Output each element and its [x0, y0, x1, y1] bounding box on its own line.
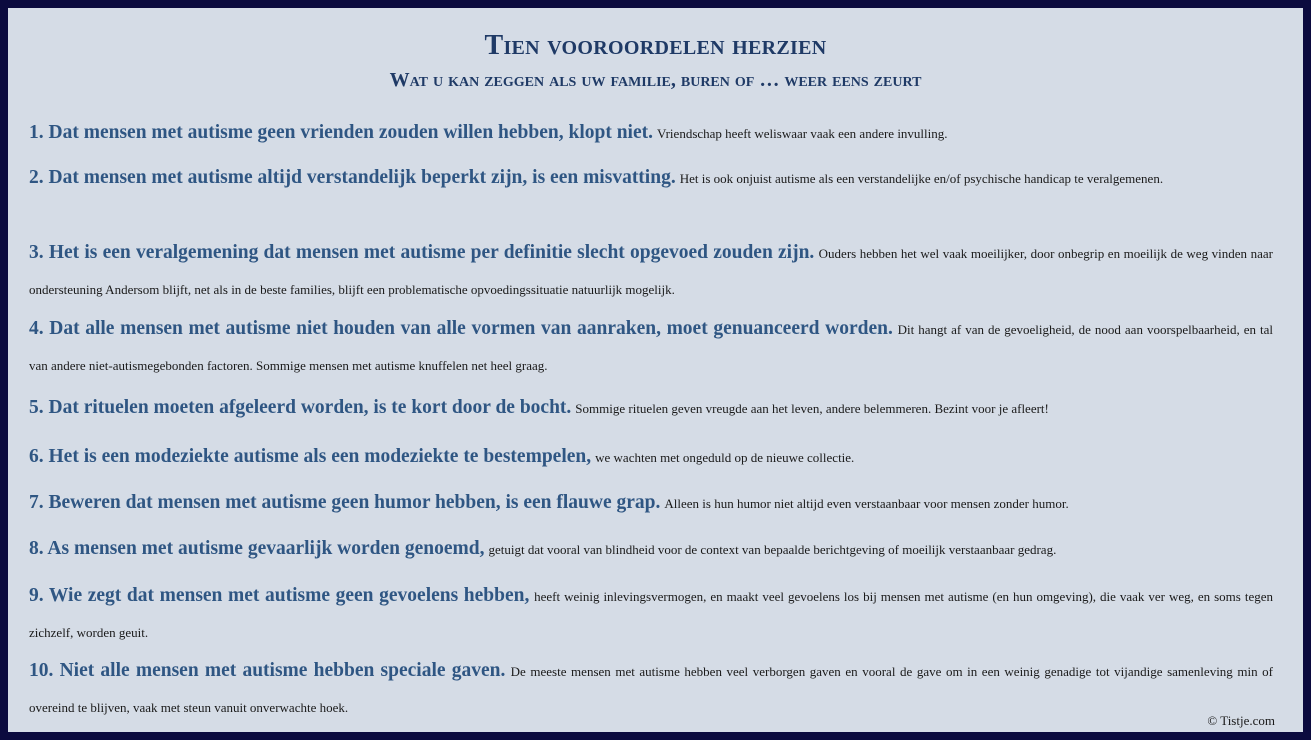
item-text: Sommige rituelen geven vreugde aan het leven, andere belemmeren. Bezint voor je afleert! [575, 401, 1049, 416]
item-text: De meeste mensen met autisme hebben veel verborgen gaven en vooral de gave om in een weinig genadige tot vijandige samenleving min of overeind te blijven, vaak met steun vanuit onverwachte hoek. [29, 664, 1273, 715]
list-item-2 [29, 160, 1273, 197]
item-text: heeft weinig inlevingsvermogen, en maakt veel gevoelens los bij mensen met autisme (en hun omgeving), die vaak ver weg, en soms tegen zichzelf, worden geuit. [29, 589, 1273, 640]
item-text: Alleen is hun humor niet altijd even verstaanbaar voor mensen zonder humor. [664, 496, 1069, 511]
list-item-4 [29, 311, 1273, 384]
poster-panel [8, 8, 1303, 732]
item-text: Dit hangt af van de gevoeligheid, de nood aan voorspelbaarheid, en tal van andere niet-autismegebonden factoren. Sommige mensen met autisme knuffelen net heel graag. [29, 322, 1273, 373]
list-item-6 [29, 439, 1273, 476]
item-text: Het is ook onjuist autisme als een verstandelijke en/of psychische handicap te veralgemenen. [679, 171, 1164, 186]
list-item-7 [29, 485, 1273, 522]
list-item-10 [29, 653, 1273, 726]
item-text: getuigt dat vooral van blindheid voor de context van bepaalde berichtgeving of moeilijk verstaanbaar gedrag. [488, 542, 1057, 557]
copyright-notice: © Tistje.com [1207, 713, 1275, 728]
item-heading: 1. Dat mensen met autisme geen vrienden zouden willen hebben, klopt niet. [29, 122, 653, 143]
item-heading: 3. Het is een veralgemening dat mensen met autisme per definitie slecht opgevoed zouden zijn. [29, 242, 815, 263]
page-title: Tien vooroordelen herzien [484, 30, 827, 61]
item-heading: 10. Niet alle mensen met autisme hebben speciale gaven. [29, 660, 506, 681]
item-heading: 6. Het is een modeziekte autisme als een modeziekte te bestempelen, [29, 446, 592, 467]
page-subtitle: Wat u kan zeggen als uw familie, buren of … weer eens zeurt [389, 69, 922, 91]
list-item-9 [29, 578, 1273, 651]
item-heading: 9. Wie zegt dat mensen met autisme geen gevoelens hebben, [29, 585, 530, 606]
list-item-1 [29, 115, 1273, 152]
item-heading: 4. Dat alle mensen met autisme niet houden van alle vormen van aanraken, moet genuanceerd worden. [29, 318, 893, 339]
item-text: we wachten met ongeduld op de nieuwe collectie. [595, 450, 855, 465]
list-item-5 [29, 390, 1273, 427]
item-heading: 8. As mensen met autisme gevaarlijk worden genoemd, [29, 538, 485, 559]
item-heading: 7. Beweren dat mensen met autisme geen humor hebben, is een flauwe grap. [29, 492, 661, 513]
item-text: Ouders hebben het wel vaak moeilijker, door onbegrip en moeilijk de weg vinden naar ondersteuning Andersom blijft, net als in de beste families, blijft een problematische opvoedingssituatie natuurlijk mogelijk. [29, 246, 1273, 297]
item-text: Vriendschap heeft weliswaar vaak een andere invulling. [657, 126, 948, 141]
item-heading: 5. Dat rituelen moeten afgeleerd worden, is te kort door de bocht. [29, 397, 572, 418]
list-item-8 [29, 531, 1273, 568]
item-heading: 2. Dat mensen met autisme altijd verstandelijk beperkt zijn, is een misvatting. [29, 167, 676, 188]
list-item-3 [29, 235, 1273, 308]
